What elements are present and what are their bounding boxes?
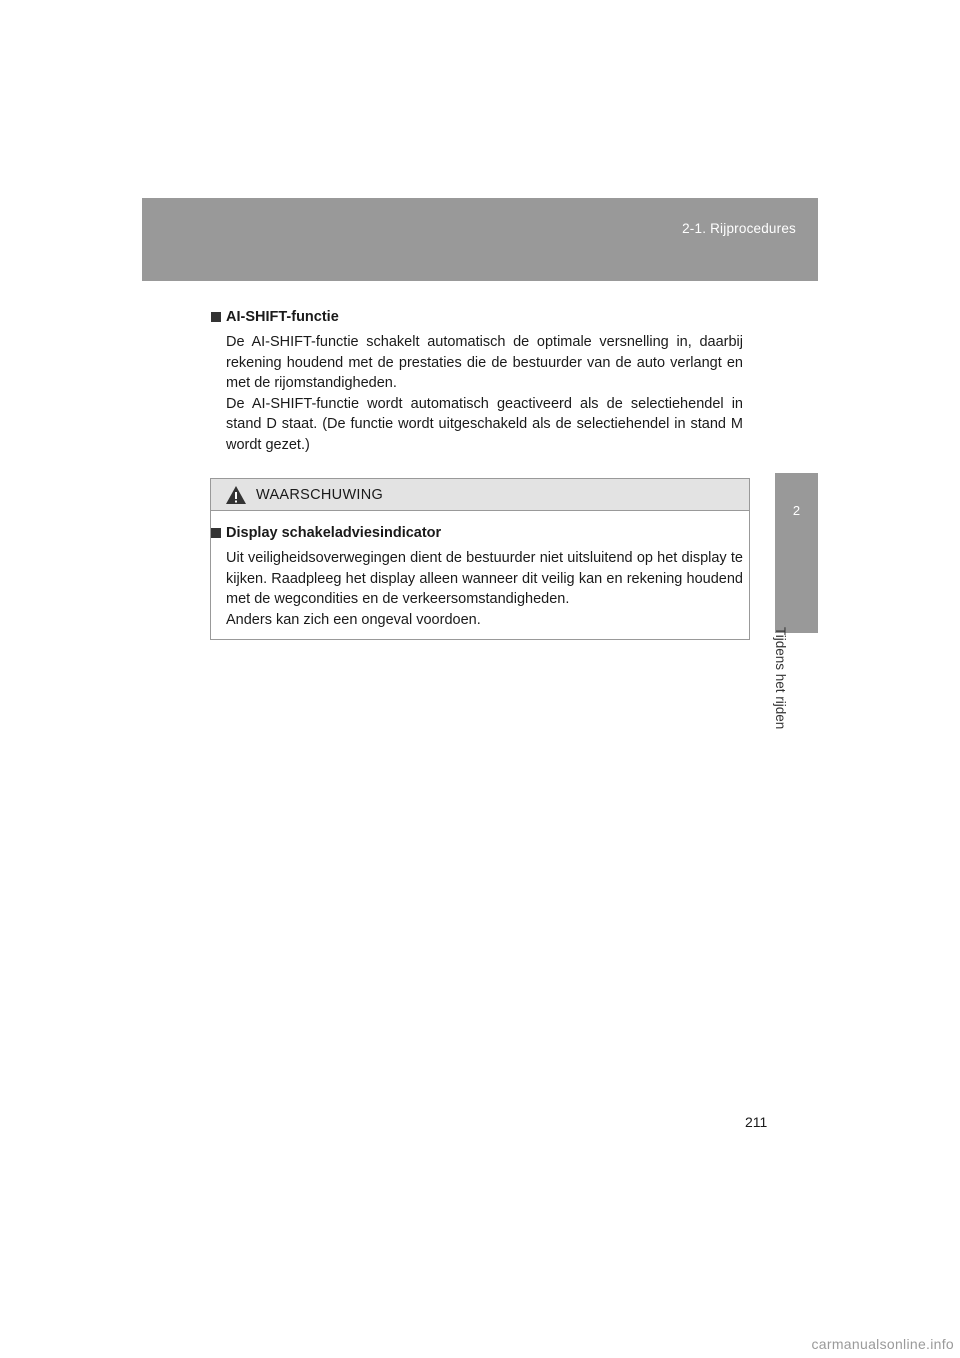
warning-body [211, 511, 749, 630]
warning-subheading [211, 523, 743, 543]
warning-header [211, 479, 749, 511]
warning-box [210, 478, 750, 640]
square-bullet-icon [211, 312, 221, 322]
ai-shift-section [211, 307, 743, 456]
chapter-number: 2 [792, 503, 801, 518]
square-bullet-icon [211, 528, 221, 538]
watermark: carmanualsonline.info [811, 1336, 954, 1352]
chapter-tab [775, 473, 818, 633]
ai-shift-paragraph-1: De AI-SHIFT-functie schakelt automatisch de optimale versnelling in, daarbij rekening houdend met de prestaties die de bestuurder van de auto verlangt en met de rijomstandigheden. [226, 334, 743, 392]
warning-paragraph-2: Anders kan zich een ongeval voordoen. [226, 611, 481, 628]
warning-triangle-icon [225, 485, 247, 505]
ai-shift-paragraph-2: De AI-SHIFT-functie wordt automatisch geactiveerd als de selectiehendel in stand D staat. (De functie wordt uitgeschakeld als de selectiehendel in stand M wordt gezet.) [226, 395, 743, 453]
warning-subtitle: Display schakeladviesindicator [226, 525, 442, 541]
page-number: 211 [745, 1114, 768, 1130]
ai-shift-title: AI-SHIFT-functie [226, 309, 339, 325]
ai-shift-heading [211, 307, 743, 327]
chapter-label: Tijdens het rijden [773, 627, 788, 730]
header-band [142, 198, 818, 281]
warning-paragraph-1: Uit veiligheidsoverwegingen dient de bestuurder niet uitsluitend op het display te kijken. Raadpleeg het display alleen wanneer dit veilig kan en rekening houdend met de wegcondities en de verkeersomstandigheden. [226, 550, 743, 608]
warning-title: WAARSCHUWING [256, 486, 384, 503]
section-label: 2-1. Rijprocedures [682, 221, 796, 236]
